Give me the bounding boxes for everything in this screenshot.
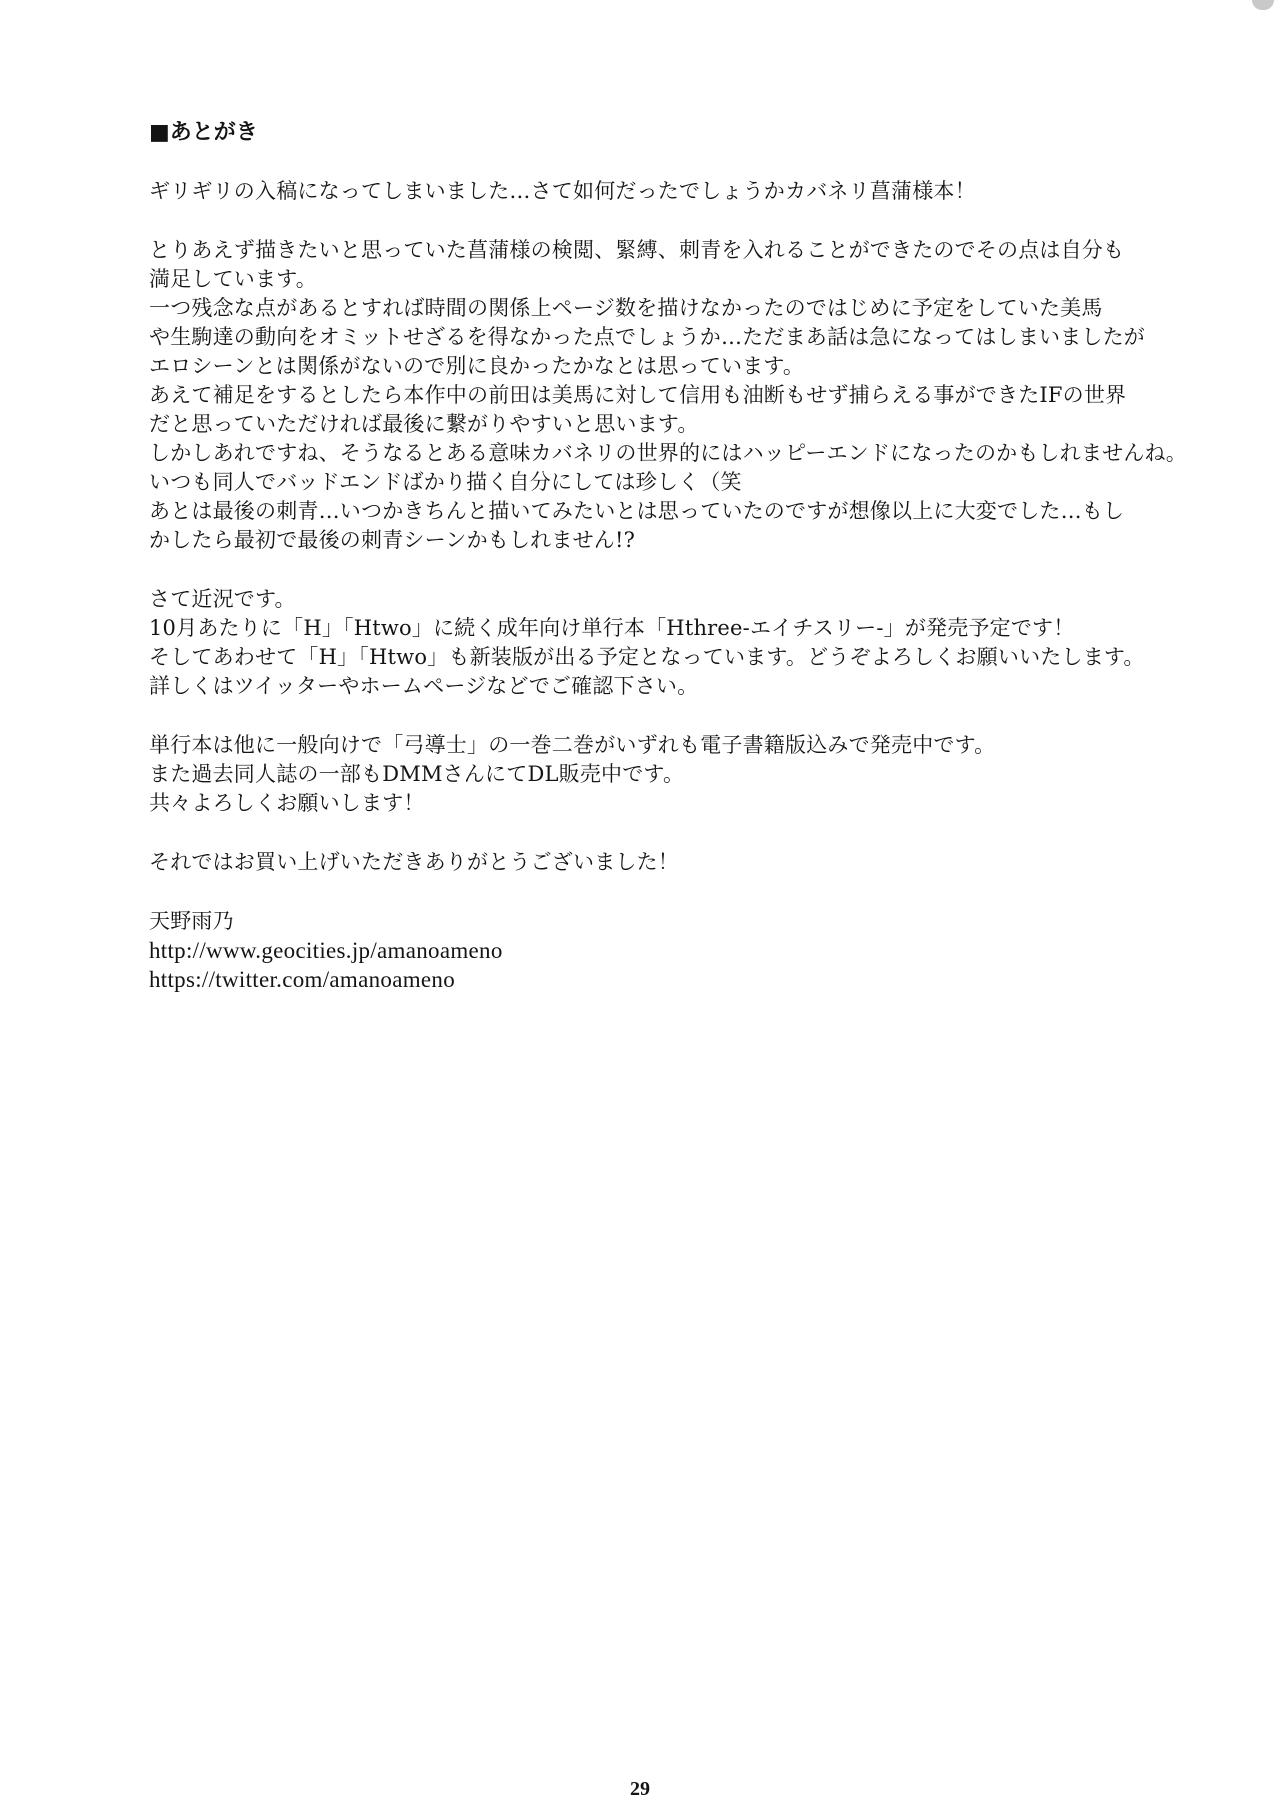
afterword-body — [149, 118, 1187, 994]
text-line: しかしあれですね、そうなるとある意味カバネリの世界的にはハッピーエンドになったのかもしれませんね。 — [149, 441, 1187, 465]
text-line: あえて補足をするとしたら本作中の前田は美馬に対して信用も油断もせず捕らえる事ができたIFの世界 — [149, 383, 1127, 407]
text-line: 一つ残念な点があるとすれば時間の関係上ページ数を描けなかったのではじめに予定をしていた美馬 — [149, 296, 1103, 320]
text-line: 単行本は他に一般向けで「弓導士」の一巻二巻がいずれも電子書籍版込みで発売中です。 — [149, 733, 996, 757]
text-line: 10月あたりに「H」「Htwo」に続く成年向け単行本「Hthree-エイチスリー-」が発売予定です！ — [149, 616, 1075, 640]
page-number: 29 — [630, 1778, 650, 1800]
twitter-link[interactable]: https://twitter.com/amanoameno — [149, 967, 456, 992]
text-line: いつも同人でバッドエンドばかり描く自分にしては珍しく（笑 — [149, 470, 742, 494]
text-line: 共々よろしくお願いします！ — [149, 791, 425, 815]
author-signature — [149, 907, 1159, 994]
paragraph-news — [149, 585, 1159, 701]
paragraph-intro — [149, 177, 1159, 206]
author-name: 天野雨乃 — [149, 909, 234, 933]
homepage-link[interactable]: http://www.geocities.jp/amanoameno — [149, 938, 503, 963]
paragraph-books — [149, 731, 1159, 818]
text-line: さて近況です。 — [149, 587, 296, 611]
text-line: や生駒達の動向をオミットせざるを得なかった点でしょうか…ただまあ話は急になってはしまいましたが — [149, 325, 1145, 349]
afterword-heading: ■あとがき — [149, 119, 258, 145]
scan-edge-mark — [1252, 0, 1274, 10]
text-line: 詳しくはツイッターやホームページなどでご確認下さい。 — [149, 674, 699, 698]
text-line: とりあえず描きたいと思っていた菖蒲様の検閲、緊縛、刺青を入れることができたのでその点は自分も — [149, 238, 1125, 262]
text-line: かしたら最初で最後の刺青シーンかもしれません!? — [149, 528, 636, 552]
text-line: また過去同人誌の一部もDMMさんにてDL販売中です。 — [149, 762, 685, 786]
text-line: それではお買い上げいただきありがとうございました！ — [149, 850, 679, 874]
text-line: エロシーンとは関係がないので別に良かったかなとは思っています。 — [149, 354, 805, 378]
text-line: 満足しています。 — [149, 267, 317, 291]
paragraph-thanks — [149, 848, 1159, 877]
text-line: そしてあわせて「H」「Htwo」も新装版が出る予定となっています。どうぞよろしくお願いいたします。 — [149, 645, 1145, 669]
text-line: だと思っていただければ最後に繋がりやすいと思います。 — [149, 412, 699, 436]
text-line: あとは最後の刺青…いつかきちんと描いてみたいとは思っていたのですが想像以上に大変でした…もし — [149, 499, 1125, 523]
paragraph-reflection — [149, 236, 1187, 555]
text-line: ギリギリの入稿になってしまいました…さて如何だったでしょうかカバネリ菖蒲様本！ — [149, 179, 976, 203]
